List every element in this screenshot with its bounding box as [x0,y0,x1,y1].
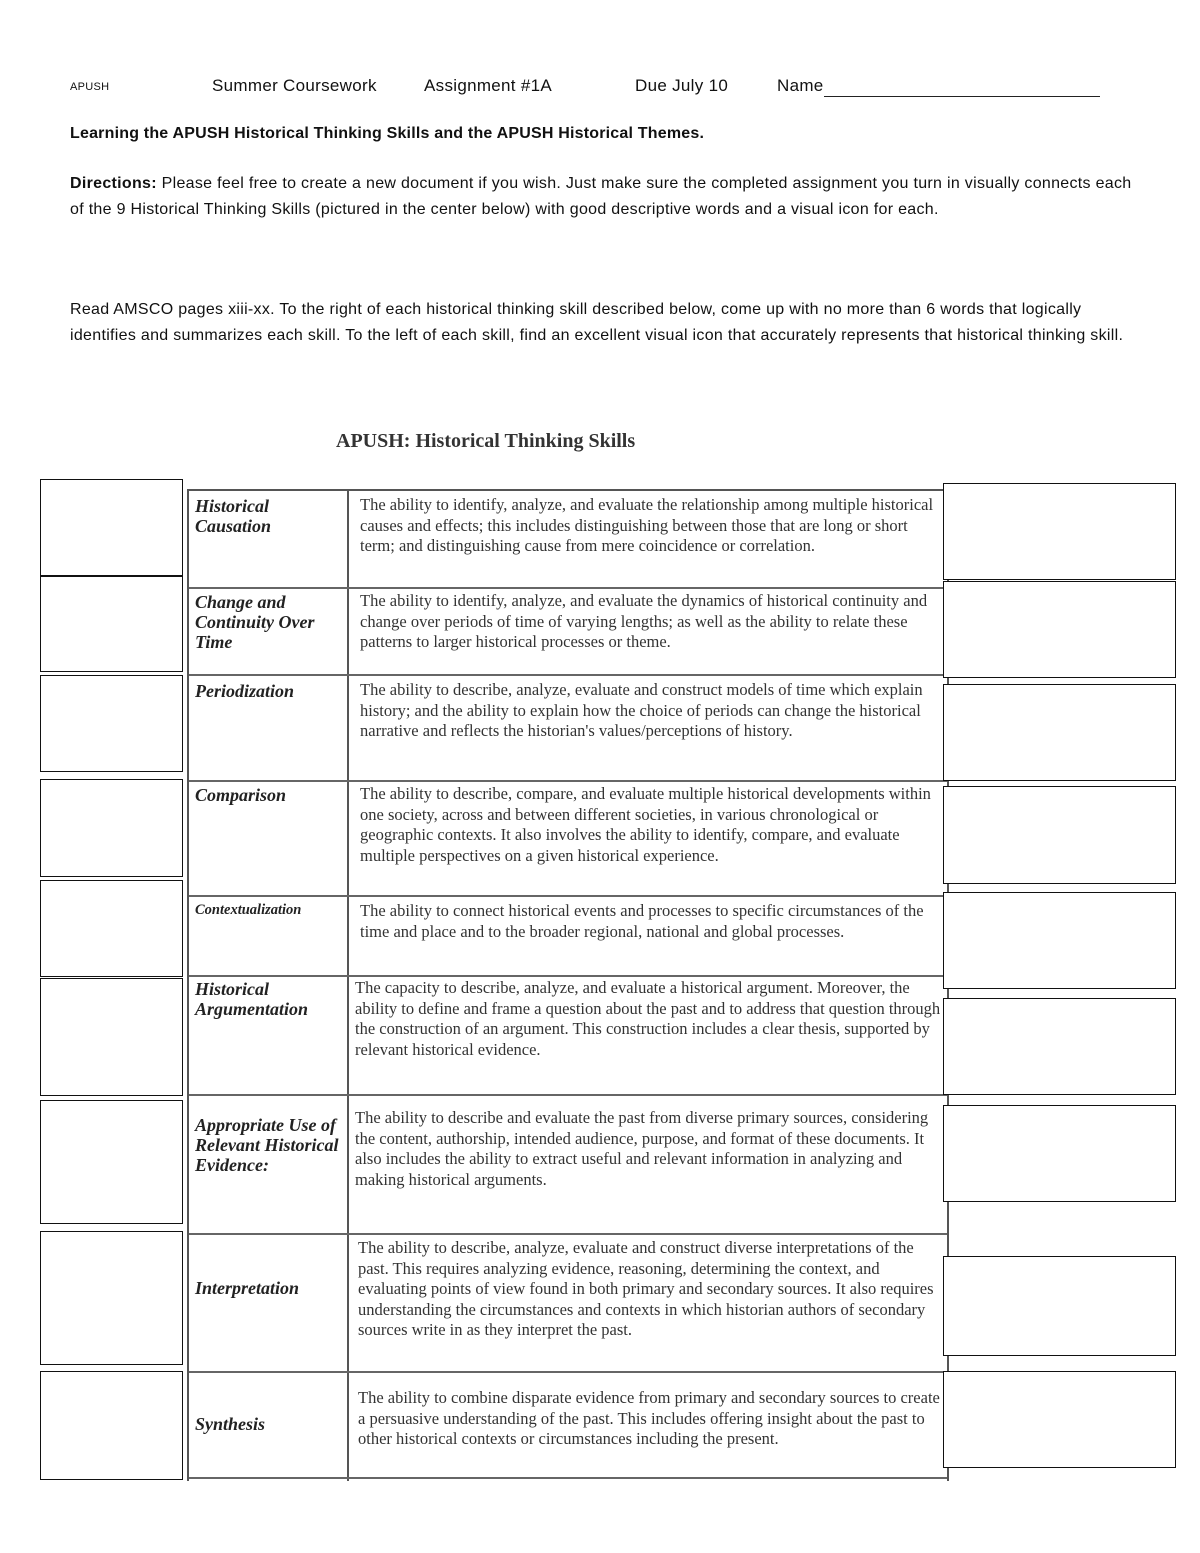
skill-desc-relevant-evidence: The ability to describe and evaluate the past from diverse primary sources, considering the content, authorship, intended audience, purpose, and format of these documents. It also includes the ability to extract useful and relevant information in analyzing and making historical arguments. [355,1108,929,1189]
name-blank-line[interactable] [824,96,1100,97]
summary-box-relevant-evidence[interactable] [943,1105,1176,1202]
summary-box-historical-argumentation[interactable] [943,998,1176,1095]
icon-box-periodization[interactable] [40,675,183,772]
page-title: Learning the APUSH Historical Thinking Skills and the APUSH Historical Themes. [70,125,705,142]
skill-desc-change-continuity: The ability to identify, analyze, and evaluate the dynamics of historical continuity and change over periods of time of varying lengths; as well as the ability to relate these patterns to larger historical processes or theme. [360,591,928,651]
assignment-label: Assignment #1A [424,76,552,95]
summary-box-historical-causation[interactable] [943,483,1176,580]
row-divider [189,1094,947,1096]
instructions-paragraph: Read AMSCO pages xiii-xx. To the right of each historical thinking skill described below, come up with no more than 6 words that logically identifies and summarizes each skill. To the left of each skill, find an excellent visual icon that accurately represents that historical thinking skill. [70,301,1124,344]
skill-name-change-continuity: Change and Continuity Over Time [195,592,315,652]
row-divider [189,895,947,897]
row-divider [189,780,947,782]
icon-box-relevant-evidence[interactable] [40,1100,183,1224]
table-column-divider [347,491,349,1481]
skill-name-historical-causation: Historical Causation [195,496,272,536]
icon-box-historical-causation[interactable] [40,479,183,576]
row-divider [189,1233,947,1235]
skill-desc-comparison: The ability to describe, compare, and evaluate multiple historical developments within one society, across and between different societies, in various chronological or geographic contexts. It also involves the ability to identify, compare, and evaluate multiple perspectives on a given historical experience. [360,784,931,865]
icon-box-interpretation[interactable] [40,1231,183,1365]
skill-desc-historical-causation: The ability to identify, analyze, and evaluate the relationship among multiple historical causes and effects; this includes distinguishing between those that are long or short term; and distinguishing cause from mere coincidence or correlation. [360,495,934,555]
coursework-label: Summer Coursework [212,76,377,95]
icon-box-synthesis[interactable] [40,1371,183,1480]
directions-text: Please feel free to create a new document if you wish. Just make sure the completed assignment you turn in visually connects each of the 9 Historical Thinking Skills (pictured in the center below) with good descriptive words and a visual icon for each. [70,175,1132,218]
directions-paragraph [70,171,1140,223]
icon-box-comparison[interactable] [40,779,183,877]
summary-box-synthesis[interactable] [943,1371,1176,1468]
course-label: APUSH [70,81,110,93]
icon-box-change-continuity[interactable] [40,576,183,672]
row-divider [189,1477,947,1479]
icon-box-historical-argumentation[interactable] [40,978,183,1096]
summary-box-interpretation[interactable] [943,1256,1176,1356]
row-divider [189,674,947,676]
skill-desc-historical-argumentation: The capacity to describe, analyze, and evaluate a historical argument. Moreover, the ability to define and frame a question about the past and to address that question through the construction of an argument. This construction includes a clear thesis, supported by relevant historical evidence. [355,978,941,1059]
name-label: Name [777,76,824,95]
summary-box-comparison[interactable] [943,786,1176,884]
summary-box-contextualization[interactable] [943,892,1176,989]
due-date: Due July 10 [635,76,729,95]
row-divider [189,1371,947,1373]
skill-desc-synthesis: The ability to combine disparate evidence from primary and secondary sources to create a persuasive understanding of the past. This includes offering insight about the past to other historical contexts or circumstances including the present. [358,1388,940,1448]
skill-name-historical-argumentation: Historical Argumentation [195,979,309,1019]
skill-name-interpretation: Interpretation [195,1278,300,1298]
directions-label: Directions: [70,175,157,192]
skills-table [187,489,949,1481]
summary-box-periodization[interactable] [943,684,1176,781]
skill-name-periodization: Periodization [195,681,295,701]
skill-name-contextualization: Contextualization [195,902,302,918]
summary-box-change-continuity[interactable] [943,581,1176,678]
icon-box-contextualization[interactable] [40,880,183,977]
skill-desc-periodization: The ability to describe, analyze, evaluate and construct models of time which explain history; and the ability to explain how the choice of periods can change the historical narrative and reflects the historian's values/perceptions of history. [360,680,923,740]
row-divider [189,587,947,589]
skill-name-relevant-evidence: Appropriate Use of Relevant Historical Evidence: [195,1115,339,1175]
skill-desc-contextualization: The ability to connect historical events and processes to specific circumstances of the time and place and to the broader regional, national and global processes. [360,901,924,941]
row-divider [189,975,947,977]
skill-name-synthesis: Synthesis [195,1414,266,1434]
skill-desc-interpretation: The ability to describe, analyze, evaluate and construct diverse interpretations of the past. This requires analyzing evidence, reasoning, determining the context, and evaluating points of view found in both primary and secondary sources. It also requires understanding the circumstances and contexts in which historian authors of secondary sources write in as they interpret the past. [358,1238,934,1339]
table-title: APUSH: Historical Thinking Skills [336,430,636,452]
skill-name-comparison: Comparison [195,785,287,805]
